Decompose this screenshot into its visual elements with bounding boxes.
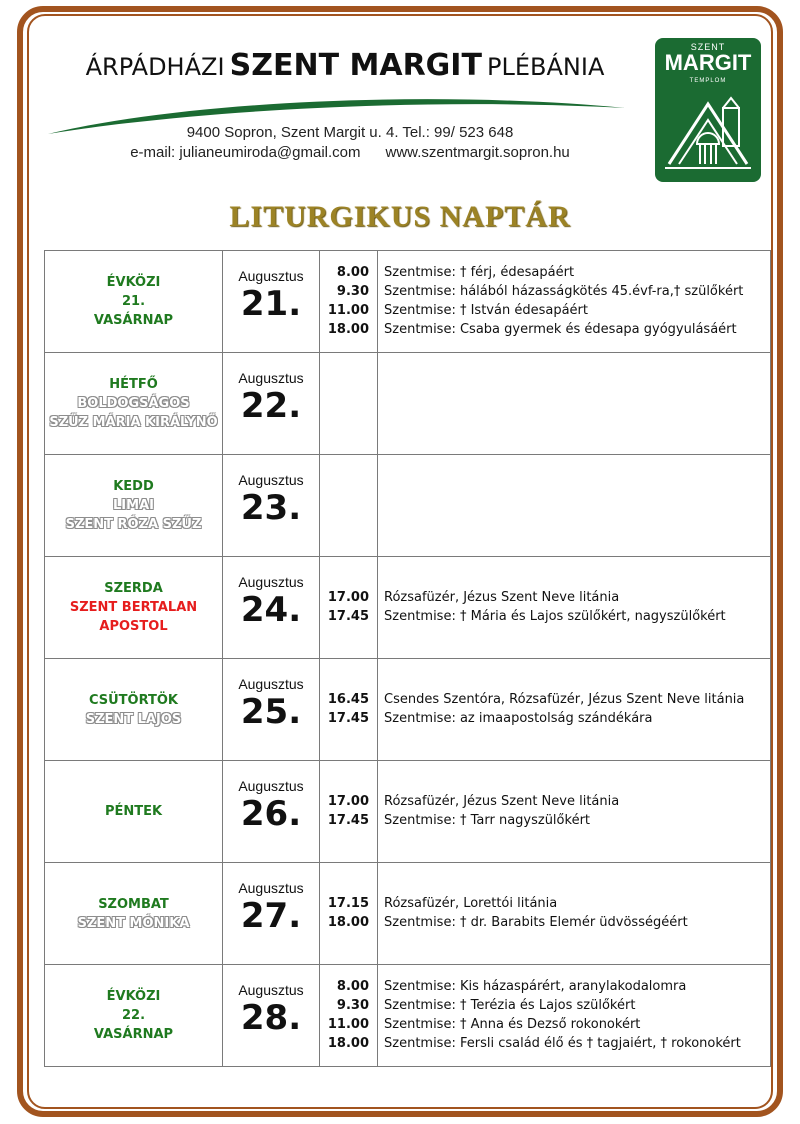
liturgical-calendar-table: [44, 250, 771, 1067]
day-number: 21.: [240, 284, 302, 324]
calendar-row: [45, 455, 771, 557]
address-line: 9400 Sopron, Szent Margit u. 4. Tel.: 99/ 523 648: [186, 124, 514, 141]
day-number: 22.: [240, 386, 302, 426]
calendar-row: [45, 353, 771, 455]
times-cell: [320, 353, 378, 455]
date-cell: [223, 863, 320, 965]
event-description: Szentmise: Kis házaspárért, aranylakodalomra: [384, 979, 687, 994]
parish-logo: [655, 38, 761, 182]
calendar-row: [45, 965, 771, 1067]
logo-text-bottom: TEMPLOM: [689, 78, 727, 84]
event-time: 8.00: [336, 979, 369, 994]
event-description: Szentmise: † Anna és Dezső rokonokért: [384, 1017, 641, 1032]
date-cell: [223, 965, 320, 1067]
times-cell: [320, 863, 378, 965]
event-description: Rózsafüzér, Jézus Szent Neve litánia: [384, 794, 620, 809]
event-time: 9.30: [336, 284, 369, 299]
calendar-row: [45, 251, 771, 353]
day-number: 25.: [240, 692, 302, 732]
event-description: Csendes Szentóra, Rózsafüzér, Jézus Szent Neve litánia: [384, 692, 745, 707]
event-description: Szentmise: † Tarr nagyszülőkért: [384, 813, 591, 828]
events-cell: [378, 557, 771, 659]
times-cell: [320, 659, 378, 761]
day-name-cell: [45, 251, 223, 353]
times-cell: [320, 965, 378, 1067]
contact-line: e-mail: julianeumiroda@gmail.com www.szentmargit.sopron.hu: [130, 144, 570, 161]
event-description: Rózsafüzér, Jézus Szent Neve litánia: [384, 590, 620, 605]
event-description: Szentmise: † Mária és Lajos szülőkért, nagyszülőkért: [384, 609, 726, 624]
events-cell: [378, 251, 771, 353]
events-cell: [378, 455, 771, 557]
event-description: Szentmise: Fersli család élő és † tagjaiért, † rokonokért: [384, 1036, 741, 1051]
calendar-body: [45, 251, 771, 1067]
event-time: 17.45: [327, 711, 369, 726]
day-name-cell: [45, 353, 223, 455]
event-time: 17.45: [327, 813, 369, 828]
day-label: SZOMBAT: [98, 896, 169, 912]
event-time: 18.00: [327, 1036, 369, 1051]
title-main: SZENT MARGIT: [229, 48, 482, 83]
day-number: 23.: [240, 488, 302, 528]
day-label: PÉNTEK: [104, 804, 163, 819]
date-cell: [223, 761, 320, 863]
day-label: HÉTFŐ: [109, 377, 158, 392]
day-number: 24.: [240, 590, 302, 630]
day-label: KEDD: [113, 479, 154, 494]
day-number: 27.: [240, 896, 302, 936]
event-time: 11.00: [327, 303, 369, 318]
feast-name: LIMAI: [113, 498, 154, 513]
month-label: Augusztus: [238, 778, 304, 794]
day-label: VASÁRNAP: [93, 313, 174, 328]
church-drawing-icon: [655, 38, 761, 182]
events-cell: [378, 761, 771, 863]
event-time: 8.00: [336, 265, 369, 280]
events-cell: [378, 965, 771, 1067]
feast-name: SZENT MÓNIKA: [77, 915, 190, 931]
times-cell: [320, 557, 378, 659]
event-description: Szentmise: † Terézia és Lajos szülőkért: [384, 998, 636, 1013]
day-name-cell: [45, 659, 223, 761]
day-label: VASÁRNAP: [93, 1027, 174, 1042]
month-label: Augusztus: [238, 880, 304, 896]
event-description: Rózsafüzér, Lorettói litánia: [384, 896, 558, 911]
day-label: 21.: [121, 294, 146, 309]
event-time: 18.00: [327, 322, 369, 337]
calendar-row: [45, 557, 771, 659]
date-cell: [223, 251, 320, 353]
day-name-cell: [45, 761, 223, 863]
parish-title: [60, 48, 630, 83]
month-label: Augusztus: [238, 472, 304, 488]
month-label: Augusztus: [238, 370, 304, 386]
event-time: 17.45: [327, 609, 369, 624]
day-name-cell: [45, 557, 223, 659]
times-cell: [320, 251, 378, 353]
day-label: CSÜTÖRTÖK: [88, 692, 179, 708]
feast-name: SZENT RÓZA SZŰZ: [65, 517, 202, 532]
day-label: ÉVKÖZI: [106, 989, 161, 1004]
times-cell: [320, 761, 378, 863]
month-label: Augusztus: [238, 982, 304, 998]
feast-name: BOLDOGSÁGOS: [77, 396, 190, 411]
feast-name: SZENT BERTALAN: [69, 600, 198, 615]
event-time: 17.15: [327, 896, 369, 911]
month-label: Augusztus: [238, 574, 304, 590]
events-cell: [378, 863, 771, 965]
event-time: 16.45: [327, 692, 369, 707]
event-time: 17.00: [327, 794, 369, 809]
day-name-cell: [45, 455, 223, 557]
day-label: SZERDA: [104, 581, 163, 596]
calendar-title: LITURGIKUS NAPTÁR: [229, 200, 571, 233]
date-cell: [223, 353, 320, 455]
month-label: Augusztus: [238, 676, 304, 692]
day-label: ÉVKÖZI: [106, 275, 161, 290]
month-label: Augusztus: [238, 268, 304, 284]
feast-name: SZŰZ MÁRIA KIRÁLYNŐ: [49, 415, 218, 430]
times-cell: [320, 455, 378, 557]
feast-name: APOSTOL: [99, 619, 168, 634]
day-name-cell: [45, 863, 223, 965]
event-description: Szentmise: † dr. Barabits Elemér üdvösségéért: [384, 915, 688, 930]
date-cell: [223, 659, 320, 761]
feast-name: SZENT LAJOS: [85, 711, 182, 727]
event-time: 17.00: [327, 590, 369, 605]
event-time: 9.30: [336, 998, 369, 1013]
title-suffix: PLÉBÁNIA: [487, 53, 605, 81]
day-name-cell: [45, 965, 223, 1067]
event-description: Szentmise: † István édesapáért: [384, 303, 588, 318]
calendar-row: [45, 659, 771, 761]
date-cell: [223, 557, 320, 659]
event-description: Szentmise: az imaapostolság szándékára: [384, 711, 653, 726]
event-time: 11.00: [327, 1017, 369, 1032]
title-prefix: ÁRPÁDHÁZI: [85, 53, 225, 81]
event-description: Szentmise: hálából házasságkötés 45.évf-ra,† szülőkért: [384, 284, 744, 299]
logo-text-middle: MARGIT: [664, 50, 752, 75]
event-time: 18.00: [327, 915, 369, 930]
day-number: 28.: [240, 998, 302, 1038]
calendar-row: [45, 761, 771, 863]
event-description: Szentmise: Csaba gyermek és édesapa gyógyulásáért: [384, 322, 737, 337]
events-cell: [378, 659, 771, 761]
events-cell: [378, 353, 771, 455]
date-cell: [223, 455, 320, 557]
day-label: 22.: [121, 1008, 146, 1023]
logo-text-top: SZENT: [690, 42, 726, 52]
event-description: Szentmise: † férj, édesapáért: [384, 265, 575, 280]
day-number: 26.: [240, 794, 302, 834]
calendar-row: [45, 863, 771, 965]
